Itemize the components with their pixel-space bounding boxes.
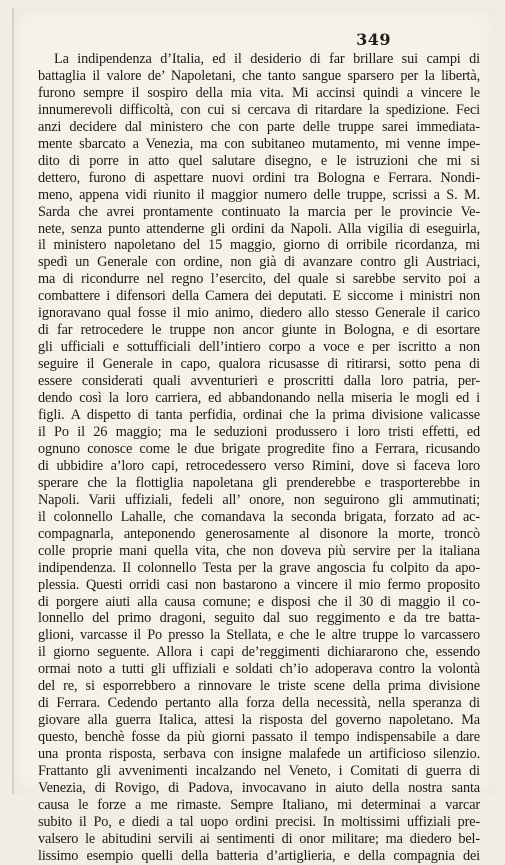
text-line: di porgere aiuti alla causa comune; e disposi che il 30 di maggio il co- xyxy=(38,593,480,610)
text-line: lonnello del primo dragoni, seguito dal suo reggimento e da tre batta- xyxy=(38,610,480,627)
text-line: compagnarla, anteponendo generosamente al disonore la morte, troncò xyxy=(38,525,480,542)
text-line: di far retrocedere le truppe non ancor giunte in Bologna, e di esortare xyxy=(38,322,480,339)
text-line: subito il Po, e diedi a tal uopo ordini precisi. In moltissimi uffiziali pre- xyxy=(38,813,480,830)
page-number: 349 xyxy=(356,30,391,49)
text-line: Venezia, di Rovigo, di Padova, invocavano in aiuto della nostra santa xyxy=(38,779,480,796)
text-line: una pronta risposta, serbava con insigne malafede un artificioso silenzio. xyxy=(38,746,480,763)
text-line: dito di porre in atto quel salutare disegno, e le istruzioni che mi si xyxy=(38,152,480,169)
text-line: valsero le abitudini servili ai sentimenti di onor militare; ma diedero bel- xyxy=(38,830,480,847)
text-line: battaglia il valore de’ Napoletani, che tanto sangue sparsero per la libertà, xyxy=(38,67,480,84)
text-line: ignoravano qual fosse il mio animo, diedero allo stesso Generale il carico xyxy=(38,305,480,322)
text-line: ormai noto a tutti gli uffiziali e soldati ch’io adoperava contro la volontà xyxy=(38,661,480,678)
text-line: La indipendenza d’Italia, ed il desiderio di far brillare sui campi di xyxy=(54,51,480,67)
text-line: meno, appena vidi riunito il maggior numero delle truppe, scrissi a S. M. xyxy=(38,186,480,203)
text-line: Napoli. Varii uffiziali, fedeli all’ onore, non seguirono gli ammutinati; xyxy=(38,491,480,508)
text-line: anzi decidere dal ministero che con parte delle truppe sarei immediata- xyxy=(38,118,480,135)
text-line: furono sempre il sospiro della mia vita. Mi accinsi quindi a vincere le xyxy=(38,84,480,101)
text-line: glioni, varcasse il Po presso la Stellata, e che le altre truppe lo varcassero xyxy=(38,627,480,644)
text-line: seguire il Generale in capo, qualora ricusasse di ritirarsi, sotto pena di xyxy=(38,356,480,373)
body-text xyxy=(38,51,480,865)
text-line: il colonnello Lahalle, che comandava la seconda brigata, forzato ad ac- xyxy=(38,508,480,525)
text-line: spedì un Generale con ordine, non già di avanzare contro gli Austriaci, xyxy=(38,254,480,271)
text-line: colle proprie mani quella vita, che non doveva più servire per la italiana xyxy=(38,542,480,559)
text-line: dettero, furono di aspettare nuovi ordini tra Bologna e Ferrara. Nondi- xyxy=(38,169,480,186)
text-line: ognuno conosce come le due brigate progredite fino a Ferrara, ricusando xyxy=(38,440,480,457)
text-line: mente sbarcato a Venezia, ma con subitaneo mutamento, mi venne impe- xyxy=(38,135,480,152)
text-line: plessia. Questi orridi casi non bastarono a vincere il mio fermo proposito xyxy=(38,576,480,593)
text-line: il ministero napoletano del 15 maggio, giorno di orribile ricordanza, mi xyxy=(38,237,480,254)
text-line: innumerevoli difficoltà, con cui si cercava di ritardare la spedizione. Feci xyxy=(38,101,480,118)
text-line: di ubbidire a’loro capi, retrocedessero verso Rimini, dove si faceva loro xyxy=(38,457,480,474)
text-line: figli. A dispetto di tanta perfidia, ordinai che la prima divisione valicasse xyxy=(38,407,480,424)
book-page xyxy=(12,8,495,864)
text-line: essere considerati quali avventurieri e proscritti dalla loro patria, per- xyxy=(38,373,480,390)
text-line: del re, si esporrebbero a rinnovare le triste scene della prima divisione xyxy=(38,678,480,695)
text-line: lissimo esempio quelli della batteria d’artiglieria, e della compagnia dei xyxy=(38,847,480,864)
text-line: questo, benchè fosse da più giorni passato il tempo indispensabile a dare xyxy=(38,729,480,746)
text-line: il Po il 26 maggio; ma le seduzioni produssero i loro tristi effetti, ed xyxy=(38,423,480,440)
text-line: gli ufficiali e sottufficiali dell’intiero corpo a voce e per iscritto a non xyxy=(38,339,480,356)
text-line: nete, senza punto attenderne gli ordini da Napoli. Alla vigilia di eseguirla, xyxy=(38,220,480,237)
text-line: Frattanto gli avvenimenti incalzando nel Veneto, i Comitati di guerra di xyxy=(38,763,480,780)
text-line: ma di ricondurre nel regno l’esercito, del quale si sarebbe servito poi a xyxy=(38,271,480,288)
text-line: sperare che la flottiglia napoletana gli prenderebbe e trasporterebbe in xyxy=(38,474,480,491)
text-line: Sarda che avrei prontamente continuato la marcia per le provincie Ve- xyxy=(38,203,480,220)
text-line: indipendenza. Il colonnello Testa per la grave angoscia fu colpito da apo- xyxy=(38,559,480,576)
text-line: di Ferrara. Cedendo pertanto alla forza della necessità, nella speranza di xyxy=(38,695,480,712)
text-line: causa le forze a me rimaste. Sempre Italiano, mi determinai a varcar xyxy=(38,796,480,813)
text-line: dendo così la loro carriera, ed abbandonando nella miseria le mogli ed i xyxy=(38,390,480,407)
text-line: combattere i difensori della Camera dei deputati. E siccome i ministri non xyxy=(38,288,480,305)
text-line: il giorno seguente. Allora i capi de’reggimenti dichiararono che, essendo xyxy=(38,644,480,661)
text-line: giovare alla guerra Italica, attesi la risposta del governo napoletano. Ma xyxy=(38,712,480,729)
